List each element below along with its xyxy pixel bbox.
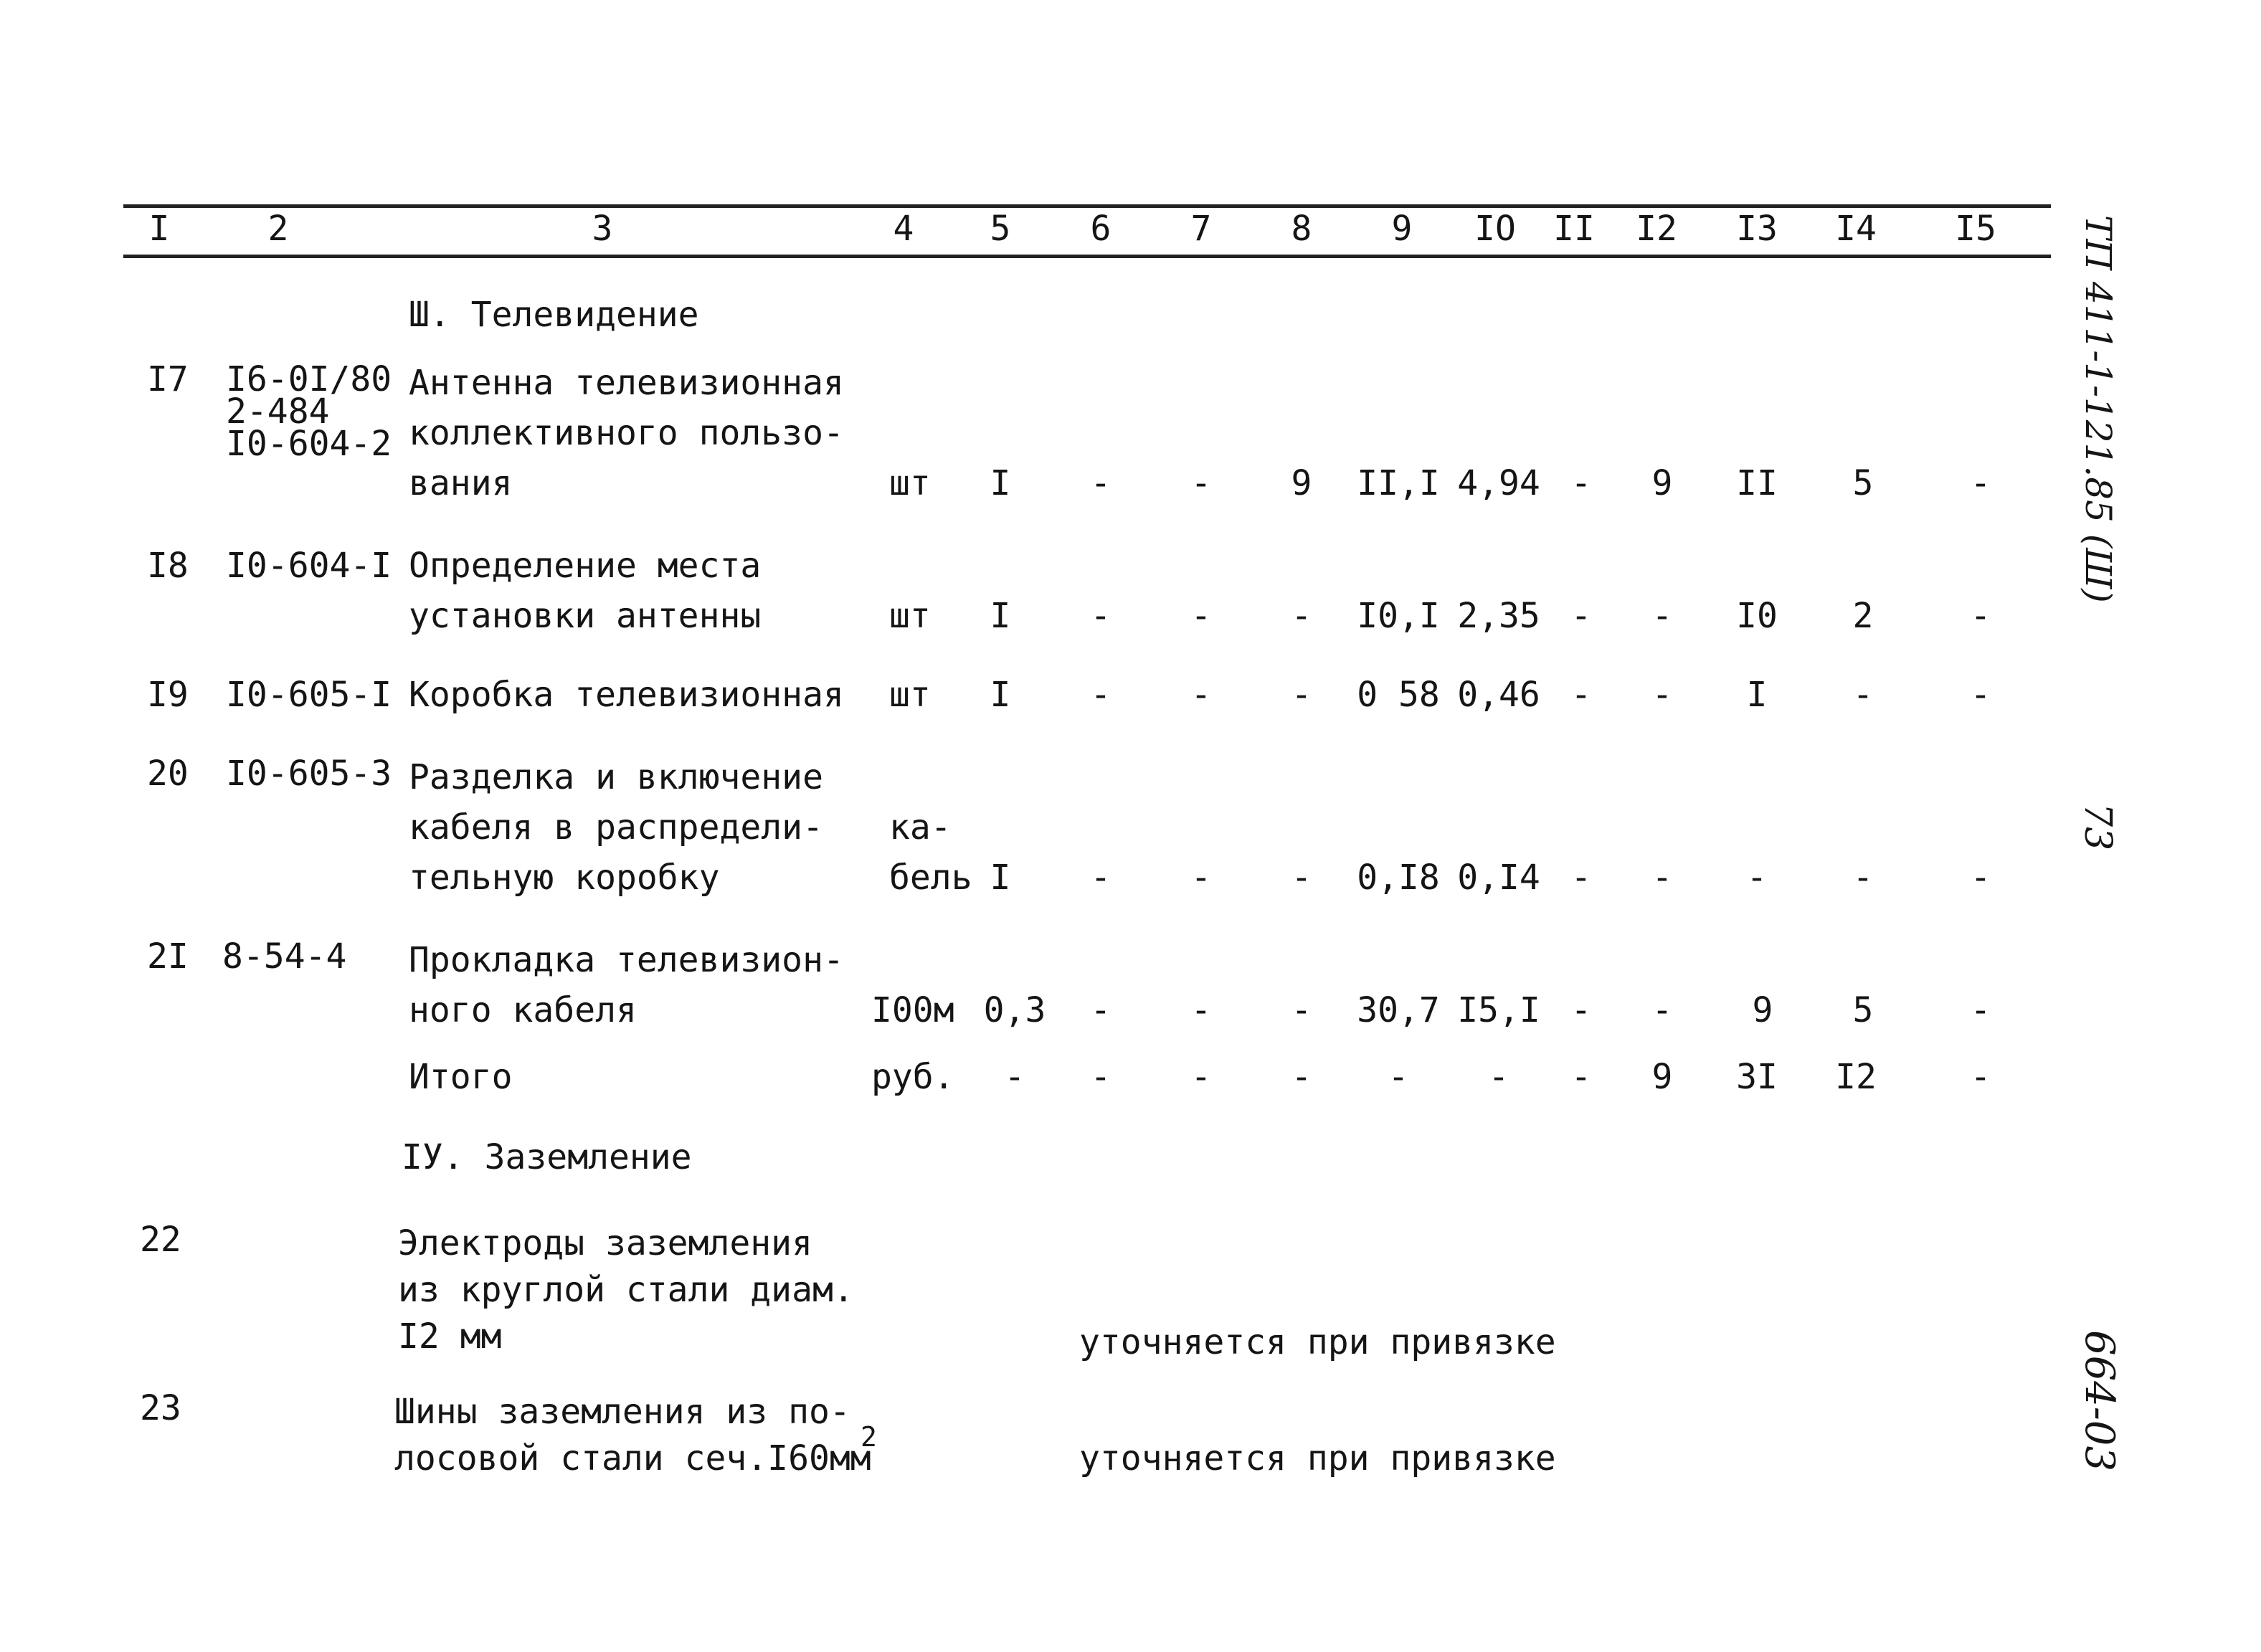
row-cell-col5: 0,3 (983, 990, 1046, 1030)
row-number: 22 (140, 1220, 181, 1260)
header-col-12: I2 (1636, 209, 1677, 249)
superscript-2: 2 (861, 1421, 877, 1453)
row-cell-col10: 0,46 (1457, 675, 1540, 715)
row-cell-col15: - (1970, 675, 1991, 715)
row-cell-col12: - (1651, 675, 1673, 715)
row-cell-col15: - (1970, 463, 1991, 503)
row-name-line: Прокладка телевизион- (409, 940, 844, 980)
row-cell-col7: - (1190, 463, 1212, 503)
row-cell-col6: - (1090, 990, 1111, 1030)
row-unit: шт (889, 675, 931, 715)
row-cell-col12: - (1651, 596, 1673, 636)
row-cell-col6: - (1090, 675, 1111, 715)
row-number: I9 (147, 675, 189, 715)
header-col-14: I4 (1835, 209, 1877, 249)
total-cell-col8: - (1291, 1057, 1312, 1097)
total-cell-col10: - (1488, 1057, 1509, 1097)
section-title-grounding: IУ. Заземление (402, 1137, 692, 1177)
row-number: 20 (147, 754, 189, 794)
row-cell-col13: I (1746, 675, 1768, 715)
row-cell-col12: - (1651, 858, 1673, 898)
row-cell-col9: 0,I8 (1357, 858, 1440, 898)
row-unit: бель (889, 858, 972, 898)
row-cell-col14: - (1852, 675, 1874, 715)
row-name-line: Электроды заземления (398, 1223, 812, 1263)
row-cell-col7: - (1190, 858, 1212, 898)
row-name-line: Коробка телевизионная (409, 675, 844, 715)
header-col-8: 8 (1291, 209, 1312, 249)
album-code: 664-03 (2076, 1330, 2123, 1472)
header-col-13: I3 (1736, 209, 1778, 249)
row-cell-col15: - (1970, 858, 1991, 898)
row-number: I8 (147, 546, 189, 586)
row-cell-col8: - (1291, 858, 1312, 898)
row-name-line: Шины заземления из по- (394, 1392, 850, 1432)
row-cell-col12: - (1651, 990, 1673, 1030)
row-name-line: из круглой стали диам. (398, 1270, 854, 1310)
row-cell-col8: - (1291, 675, 1312, 715)
row-name-line: вания (409, 463, 513, 503)
row-cell-col11: - (1570, 675, 1592, 715)
row-cell-col5: I (990, 596, 1011, 636)
row-code: I0-604-I (226, 546, 392, 586)
row-cell-col11: - (1570, 596, 1592, 636)
pending-note: уточняется при привязке (1079, 1322, 1556, 1362)
total-cell-col12: 9 (1651, 1057, 1673, 1097)
header-col-9: 9 (1391, 209, 1413, 249)
row-unit: I00м (871, 990, 954, 1030)
row-name-line: коллективного пользо- (409, 413, 844, 453)
row-cell-col5: I (990, 858, 1011, 898)
row-cell-col8: - (1291, 596, 1312, 636)
header-top-rule (123, 204, 2051, 208)
row-number: 23 (140, 1388, 181, 1428)
row-cell-col14: 2 (1852, 596, 1874, 636)
header-col-3: 3 (592, 209, 613, 249)
row-cell-col10: I5,I (1457, 990, 1540, 1030)
row-name-line: Антенна телевизионная (409, 363, 844, 403)
row-code: 8-54-4 (222, 936, 347, 977)
header-col-6: 6 (1090, 209, 1111, 249)
row-code: I0-605-3 (226, 754, 392, 794)
total-cell-col9: - (1388, 1057, 1409, 1097)
header-col-15: I5 (1955, 209, 1996, 249)
header-col-11: II (1553, 209, 1595, 249)
page-number: 73 (2076, 803, 2119, 851)
row-cell-col13: 9 (1752, 990, 1773, 1030)
row-cell-col14: 5 (1852, 990, 1874, 1030)
row-cell-col8: - (1291, 990, 1312, 1030)
row-unit: шт (889, 596, 931, 636)
row-cell-col13: - (1746, 858, 1768, 898)
row-name-line: тельную коробку (409, 858, 720, 898)
row-number: I7 (147, 359, 189, 399)
header-col-4: 4 (893, 209, 914, 249)
row-name-line: I2 мм (398, 1316, 502, 1357)
row-name-line: Разделка и включение (409, 757, 823, 797)
header-col-10: IO (1474, 209, 1516, 249)
header-col-5: 5 (990, 209, 1011, 249)
row-cell-col9: II,I (1357, 463, 1440, 503)
row-cell-col11: - (1570, 463, 1592, 503)
total-cell-col13: 3I (1736, 1057, 1778, 1097)
row-cell-col14: - (1852, 858, 1874, 898)
total-cell-col5: - (1004, 1057, 1025, 1097)
section-title-television: Ш. Телевидение (409, 295, 699, 335)
total-unit: руб. (871, 1057, 954, 1097)
document-code-stamp: ТП 411-1-121.85 (Ш) (2077, 215, 2119, 603)
total-cell-col11: - (1570, 1057, 1592, 1097)
row-unit: шт (889, 463, 931, 503)
row-cell-col11: - (1570, 858, 1592, 898)
row-cell-col6: - (1090, 858, 1111, 898)
total-cell-col15: - (1970, 1057, 1991, 1097)
pending-note: уточняется при привязке (1079, 1438, 1556, 1478)
row-code: 2-484 (226, 391, 330, 432)
row-name-line: ного кабеля (409, 990, 637, 1030)
total-cell-col6: - (1090, 1057, 1111, 1097)
row-cell-col5: I (990, 463, 1011, 503)
row-cell-col6: - (1090, 596, 1111, 636)
row-cell-col6: - (1090, 463, 1111, 503)
row-cell-col13: I0 (1736, 596, 1778, 636)
row-cell-col10: 2,35 (1457, 596, 1540, 636)
header-col-1: I (148, 209, 170, 249)
total-cell-col7: - (1190, 1057, 1212, 1097)
row-cell-col9: 30,7 (1357, 990, 1440, 1030)
row-cell-col14: 5 (1852, 463, 1874, 503)
row-cell-col10: 4,94 (1457, 463, 1540, 503)
row-cell-col7: - (1190, 675, 1212, 715)
row-unit: ка- (889, 807, 952, 848)
row-name-line: Определение места (409, 546, 762, 586)
header-col-2: 2 (267, 209, 289, 249)
row-cell-col7: - (1190, 990, 1212, 1030)
row-code: I6-0I/80 (226, 359, 392, 399)
row-cell-col15: - (1970, 990, 1991, 1030)
row-cell-col9: I0,I (1357, 596, 1440, 636)
row-cell-col5: I (990, 675, 1011, 715)
row-cell-col7: - (1190, 596, 1212, 636)
row-code: I0-604-2 (226, 424, 392, 464)
row-name-line: кабеля в распредели- (409, 807, 823, 848)
row-number: 2I (147, 936, 189, 977)
row-name-line: установки антенны (409, 596, 762, 636)
header-col-7: 7 (1190, 209, 1212, 249)
row-cell-col12: 9 (1651, 463, 1673, 503)
total-label: Итого (409, 1057, 513, 1097)
row-cell-col8: 9 (1291, 463, 1312, 503)
total-cell-col14: I2 (1835, 1057, 1877, 1097)
row-cell-col15: - (1970, 596, 1991, 636)
row-cell-col9: 0 58 (1357, 675, 1440, 715)
header-bottom-rule (123, 255, 2051, 258)
row-cell-col10: 0,I4 (1457, 858, 1540, 898)
row-name-line: лосовой стали сеч.I60мм (394, 1438, 871, 1478)
row-code: I0-605-I (226, 675, 392, 715)
row-cell-col11: - (1570, 990, 1592, 1030)
row-cell-col13: II (1736, 463, 1778, 503)
